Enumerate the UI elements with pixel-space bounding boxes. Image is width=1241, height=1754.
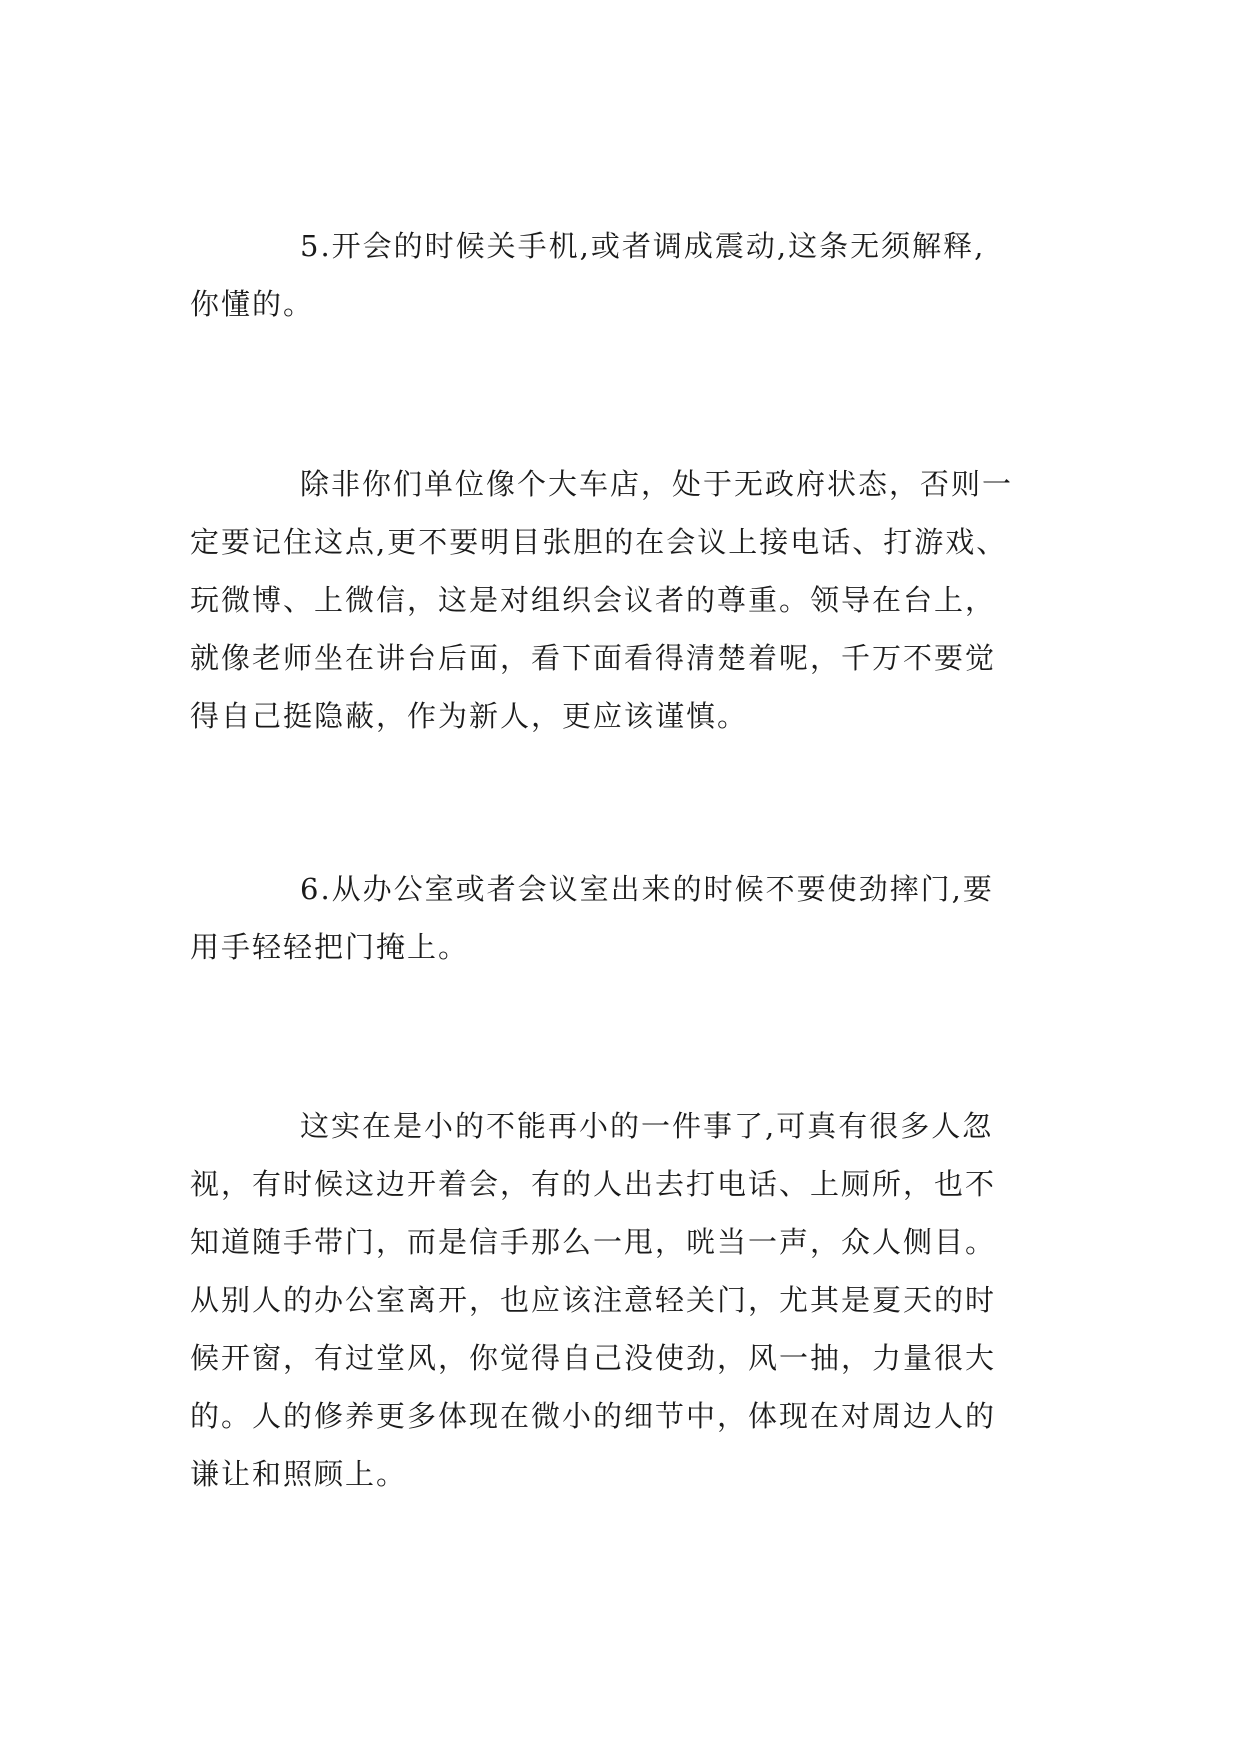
- paragraph-line: 用手轻轻把门掩上。: [190, 930, 470, 964]
- paragraph-door-explanation: [190, 1097, 1070, 1503]
- paragraph-line: 定要记住这点,更不要明目张胆的在会议上接电话、打游戏、: [190, 525, 1008, 559]
- paragraph-line: 这实在是小的不能再小的一件事了,可真有很多人忽: [300, 1109, 994, 1143]
- paragraph-line: 得自己挺隐蔽，作为新人，更应该谨慎。: [190, 699, 749, 733]
- paragraph-line: 玩微博、上微信，这是对组织会议者的尊重。领导在台上，: [190, 583, 997, 617]
- paragraph-line: 从别人的办公室离开，也应该注意轻关门，尤其是夏天的时: [190, 1283, 997, 1317]
- paragraph-line: 除非你们单位像个大车店，处于无政府状态，否则一: [300, 467, 1014, 501]
- paragraph-line: 候开窗，有过堂风，你觉得自己没使劲，风一抽，力量很大: [190, 1341, 997, 1375]
- paragraph-line: 就像老师坐在讲台后面，看下面看得清楚着呢，千万不要觉: [190, 641, 997, 675]
- paragraph-line: 的。人的修养更多体现在微小的细节中，体现在对周边人的: [190, 1399, 997, 1433]
- paragraph-phone-rule: [190, 217, 1070, 333]
- paragraph-line: 视，有时候这边开着会，有的人出去打电话、上厕所，也不: [190, 1167, 997, 1201]
- paragraph-line: 谦让和照顾上。: [190, 1457, 408, 1491]
- paragraph-line: 6.从办公室或者会议室出来的时候不要使劲摔门,要: [300, 872, 994, 906]
- paragraph-phone-explanation: [190, 455, 1070, 745]
- paragraph-door-rule: [190, 860, 1070, 976]
- paragraph-line: 5.开会的时候关手机,或者调成震动,这条无须解释,: [300, 229, 986, 263]
- paragraph-line: 你懂的。: [190, 287, 315, 321]
- paragraph-line: 知道随手带门，而是信手那么一甩，咣当一声，众人侧目。: [190, 1225, 997, 1259]
